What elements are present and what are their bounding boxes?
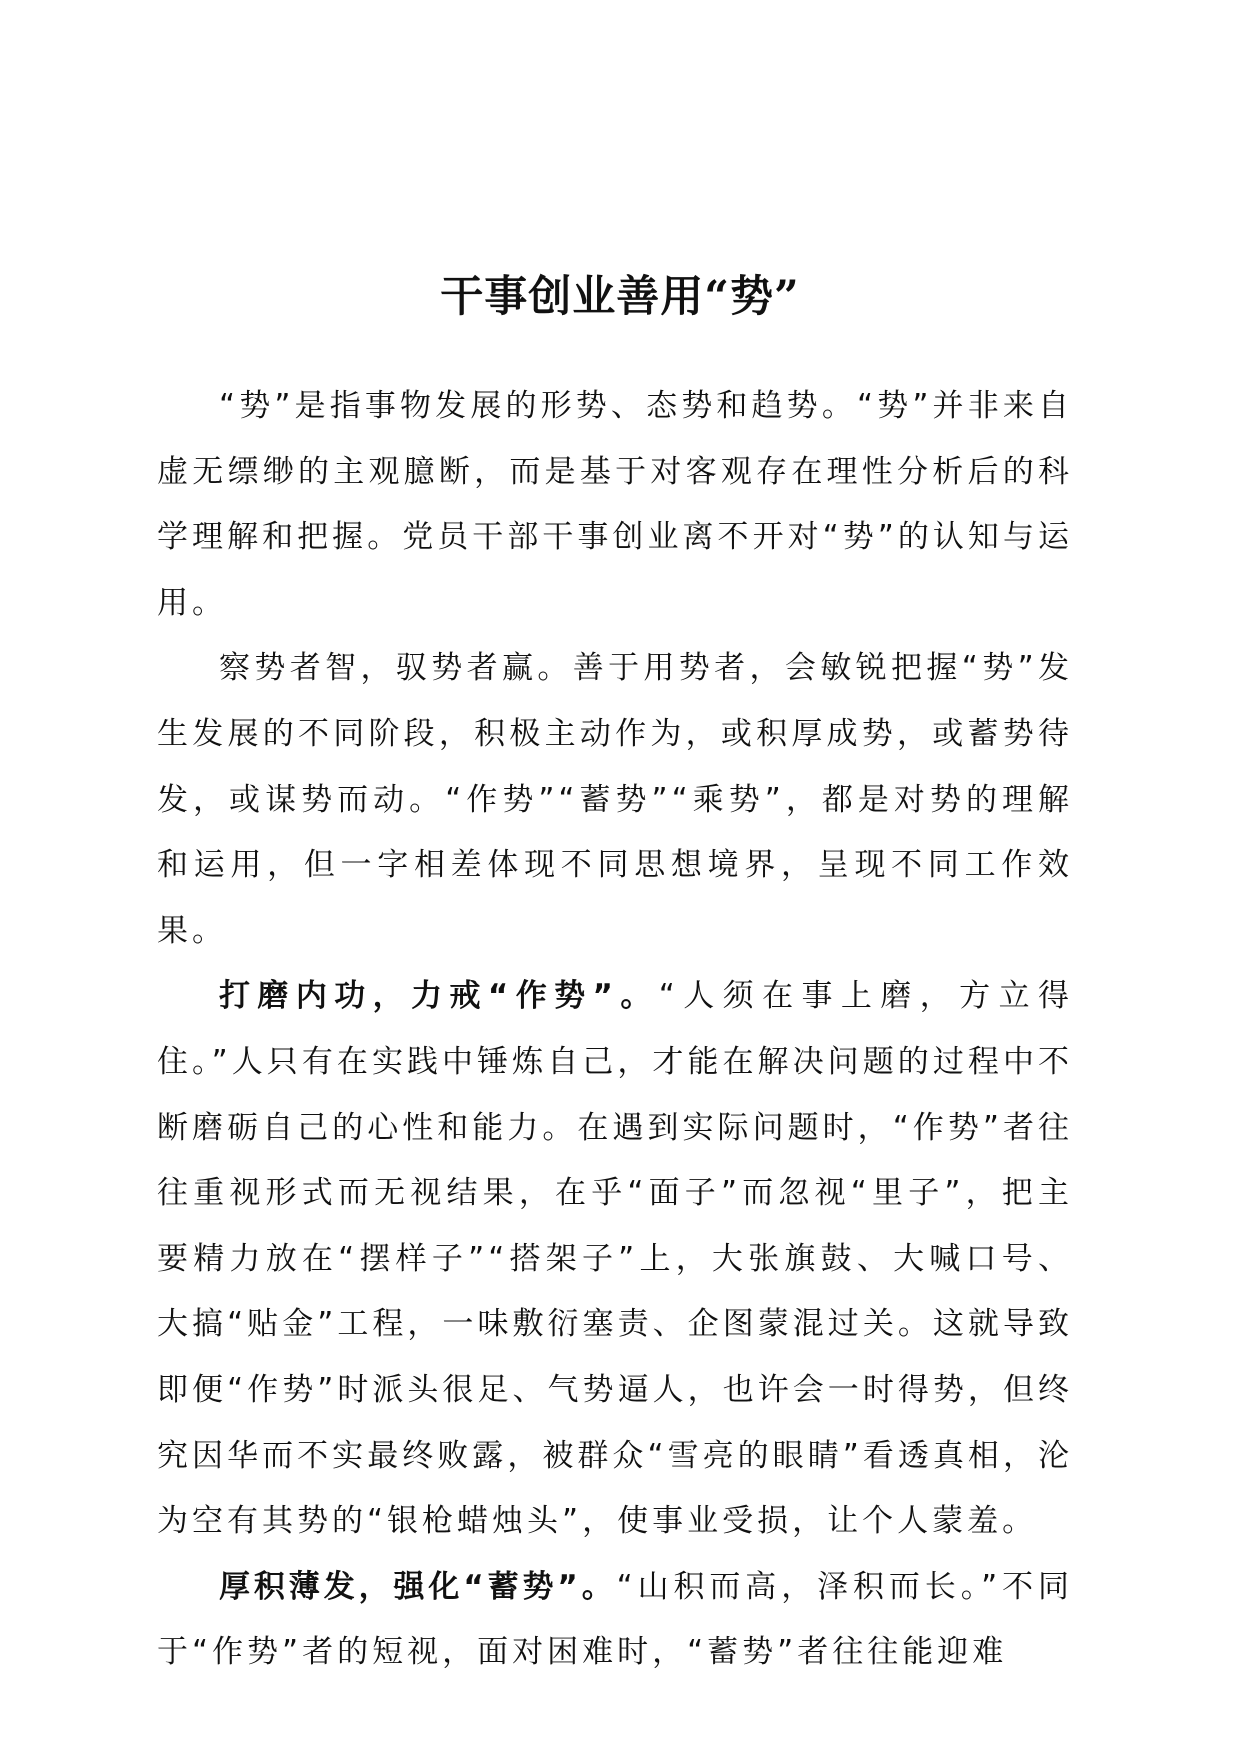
paragraph-1-text: “势”是指事物发展的形势、态势和趋势。“势”并非来自虚无缥缈的主观臆断，而是基于对客观存在理性分析后的科学理解和把握。党员干部干事创业离不开对“势”的认知与运用。 xyxy=(157,388,1073,621)
paragraph-4-lead: 厚积薄发，强化“蓄势”。 xyxy=(219,1568,617,1605)
paragraph-1 xyxy=(157,374,1073,636)
paragraph-2-text: 察势者智，驭势者赢。善于用势者，会敏锐把握“势”发生发展的不同阶段，积极主动作为，或积厚成势，或蓄势待发，或谋势而动。“作势”“蓄势”“乘势”，都是对势的理解和运用，但一字相差体现不同思想境界，呈现不同工作效果。 xyxy=(157,650,1073,949)
paragraph-3 xyxy=(157,964,1073,1554)
paragraph-3-text: “人须在事上磨，方立得住。”人只有在实践中锤炼自己，才能在解决问题的过程中不断磨砺自己的心性和能力。在遇到实际问题时，“作势”者往往重视形式而无视结果，在乎“面子”而忽视“里子”，把主要精力放在“摆样子”“搭架子”上，大张旗鼓、大喊口号、大搞“贴金”工程，一味敷衍塞责、企图蒙混过关。这就导致即便“作势”时派头很足、气势逼人，也许会一时得势，但终究因华而不实最终败露，被群众“雪亮的眼睛”看透真相，沦为空有其势的“银枪蜡烛头”，使事业受损，让个人蒙羞。 xyxy=(157,978,1074,1540)
paragraph-4-text: “山积而高，泽积而长。”不同于“作势”者的短视，面对困难时，“蓄势”者往往能迎难 xyxy=(157,1568,1073,1671)
paragraph-4 xyxy=(157,1555,1073,1686)
document-title: 干事创业善用“势” xyxy=(440,271,800,322)
paragraph-3-lead: 打磨内功，力戒“作势”。 xyxy=(219,978,659,1015)
document-body xyxy=(157,374,1073,1686)
paragraph-2 xyxy=(157,636,1073,964)
